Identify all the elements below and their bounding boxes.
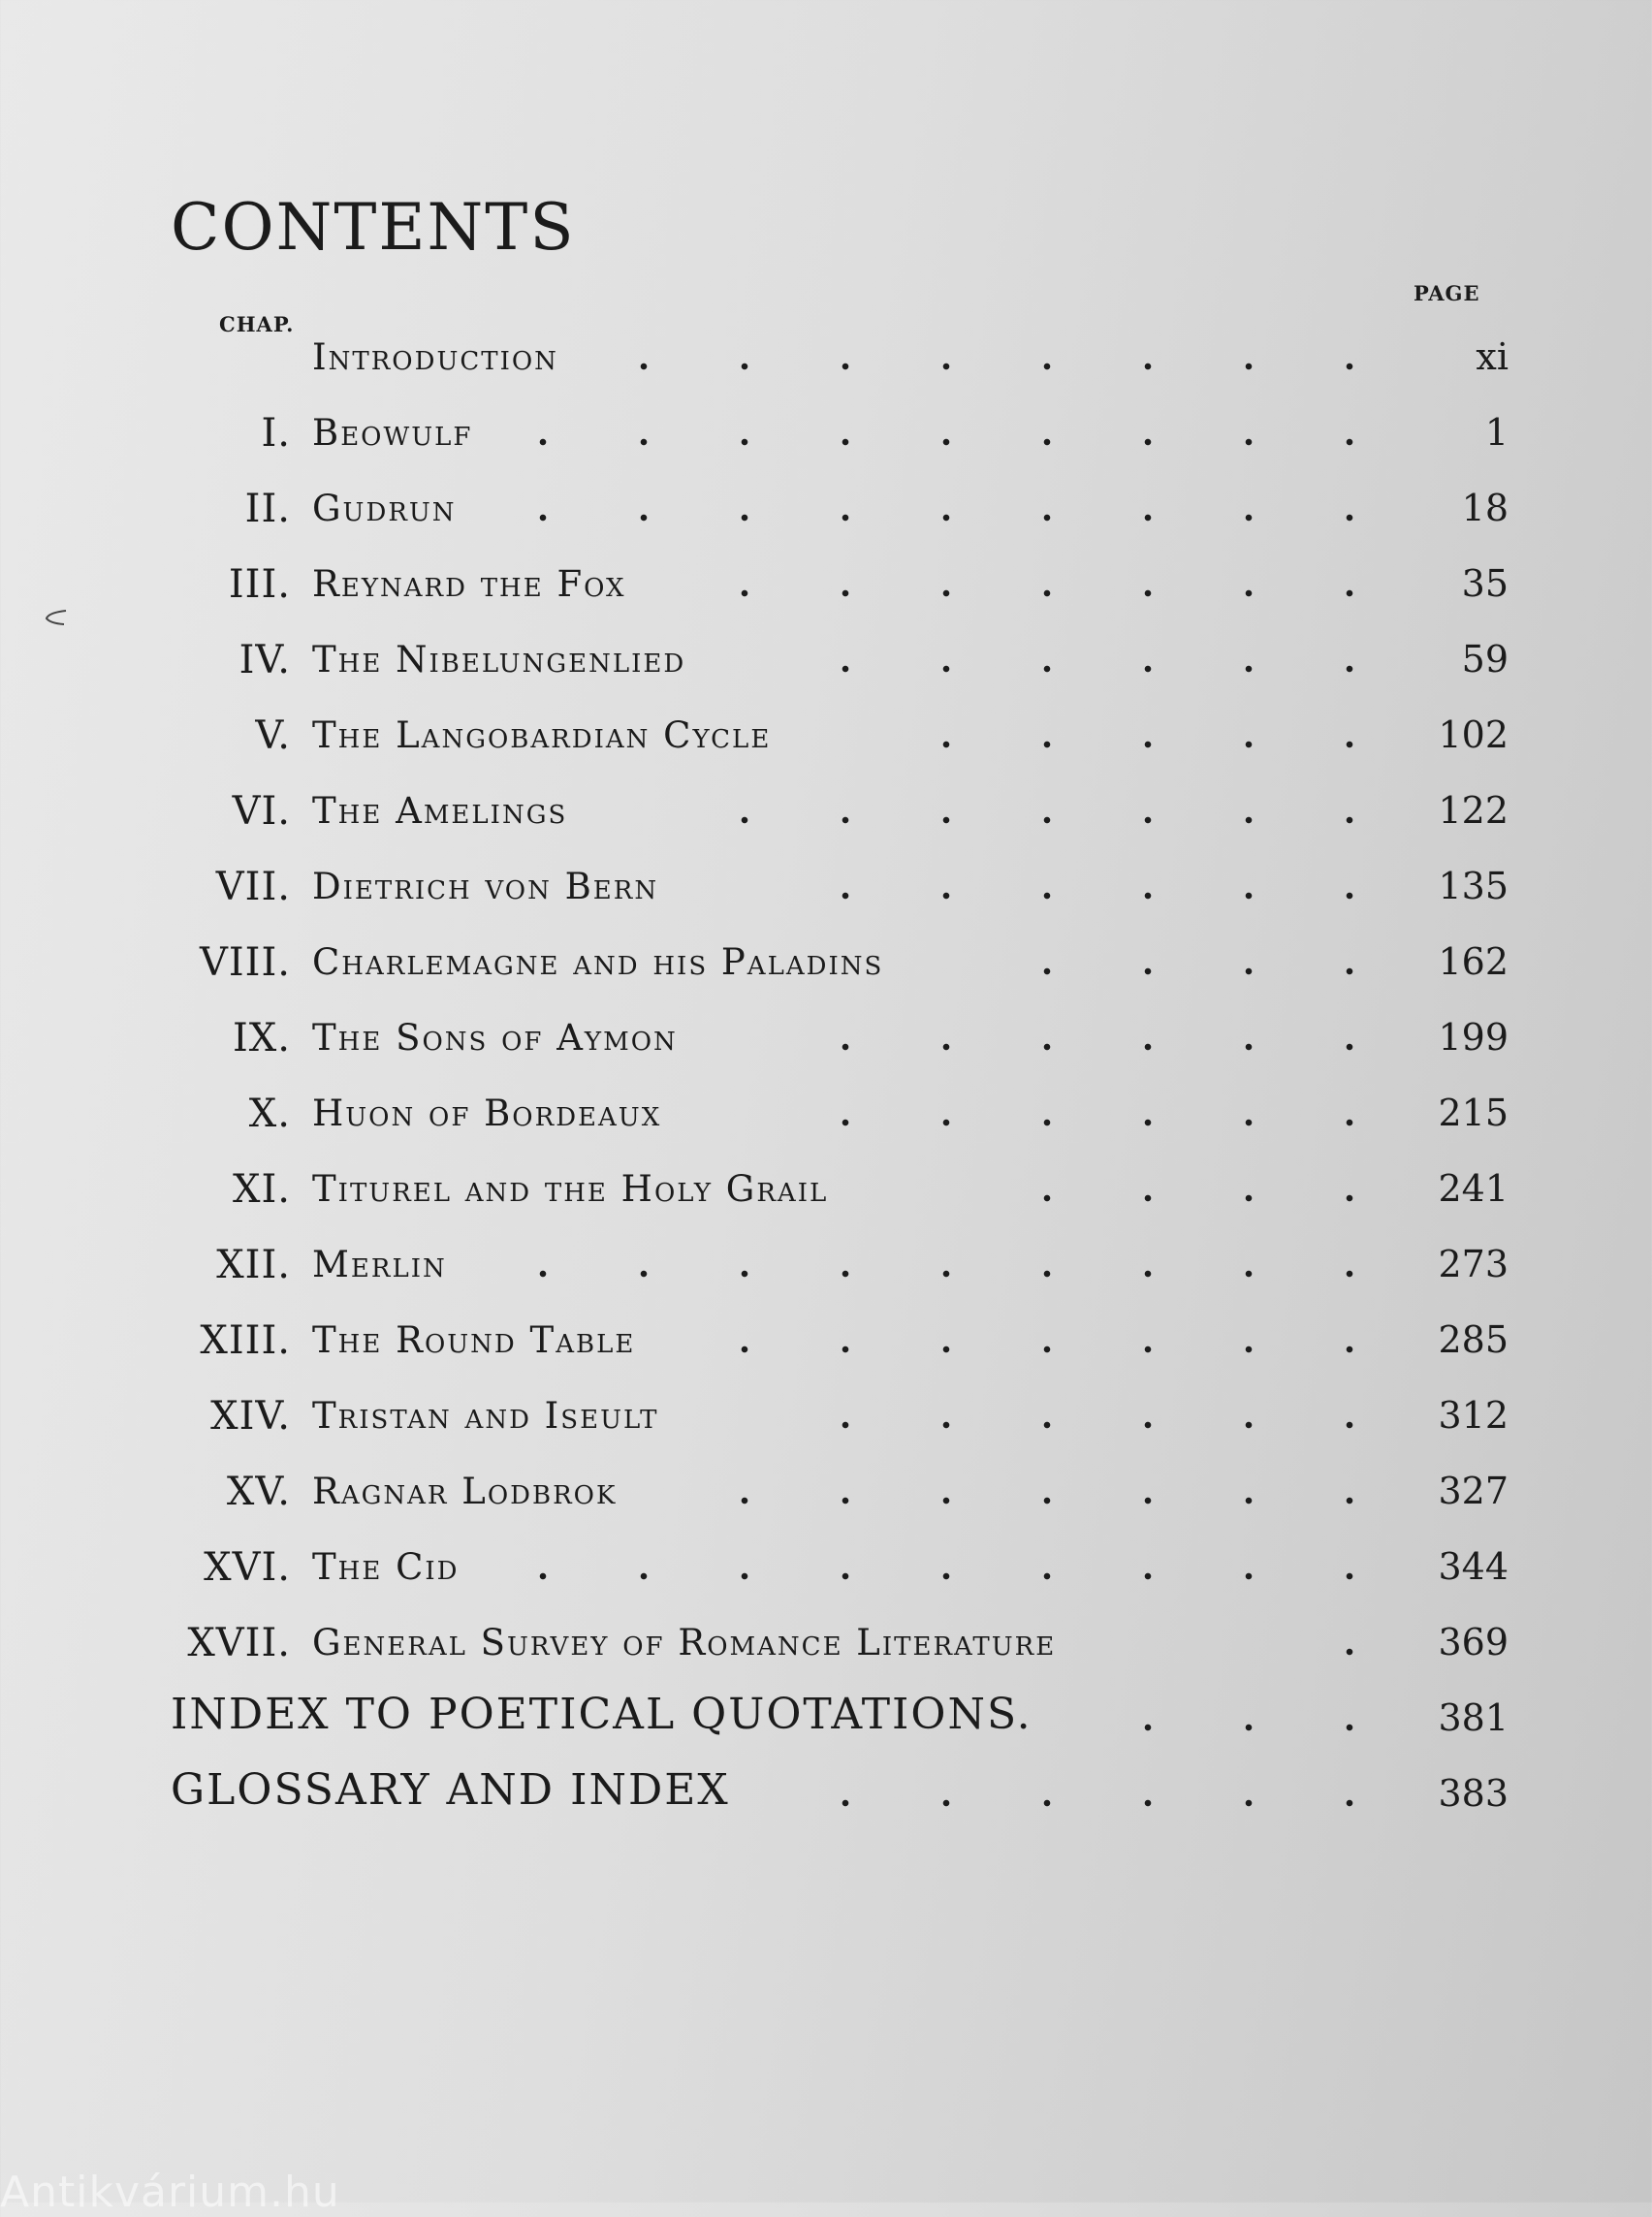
chapter-number: X. xyxy=(248,1092,291,1136)
page-number: 102 xyxy=(1438,713,1509,756)
toc-entry[interactable] xyxy=(0,1460,1652,1518)
toc-entry[interactable] xyxy=(0,401,1652,459)
dot-leaders xyxy=(516,1567,1400,1586)
watermark: Antikvárium.hu xyxy=(0,2168,340,2217)
toc-entry[interactable] xyxy=(0,1536,1652,1594)
dot-leaders xyxy=(904,735,1400,754)
back-matter-title: INDEX TO POETICAL QUOTATIONS. xyxy=(171,1690,1032,1739)
chapter-title: Gudrun xyxy=(312,488,457,529)
page-number: 35 xyxy=(1461,562,1509,605)
toc-entry[interactable] xyxy=(0,628,1652,686)
toc-entry[interactable] xyxy=(0,1082,1652,1140)
chapter-title: Tristan and Iseult xyxy=(312,1395,659,1437)
page-number: 122 xyxy=(1438,789,1509,832)
dot-leaders xyxy=(797,659,1400,679)
toc-entry[interactable] xyxy=(0,326,1652,384)
toc-entry[interactable] xyxy=(0,1157,1652,1216)
chapter-number: III. xyxy=(228,562,291,607)
dot-leaders xyxy=(622,357,1400,376)
chapter-title: Huon of Bordeaux xyxy=(312,1093,662,1134)
dot-leaders xyxy=(797,886,1400,905)
margin-mark-icon xyxy=(43,609,68,626)
chapter-title: Charlemagne and his Paladins xyxy=(312,941,884,983)
dot-leaders xyxy=(496,1264,1400,1283)
chapter-title: Merlin xyxy=(312,1244,447,1285)
page-number: 215 xyxy=(1438,1092,1509,1134)
chapter-title: The Cid xyxy=(312,1546,460,1588)
chapter-number: XII. xyxy=(216,1243,291,1287)
dot-leaders xyxy=(758,1113,1400,1132)
dot-leaders xyxy=(681,810,1400,830)
dot-leaders xyxy=(1001,1188,1400,1208)
toc-entry[interactable] xyxy=(0,779,1652,838)
chapter-title: The Nibelungenlied xyxy=(312,639,686,681)
chapter-number: XVII. xyxy=(187,1621,291,1665)
chapter-number: XI. xyxy=(233,1167,291,1212)
page-number: 162 xyxy=(1438,940,1509,983)
toc-entry[interactable] xyxy=(0,1309,1652,1367)
chapter-number: XV. xyxy=(226,1470,291,1514)
chapter-title: The Amelings xyxy=(312,790,568,832)
dot-leaders xyxy=(1272,1642,1400,1662)
page-number: 241 xyxy=(1438,1167,1509,1210)
chapter-title: The Sons of Aymon xyxy=(312,1017,678,1059)
dot-leaders xyxy=(739,584,1400,603)
chapter-column-label: CHAP. xyxy=(219,312,295,336)
page-number: 381 xyxy=(1438,1696,1509,1739)
chapter-number: II. xyxy=(244,487,291,531)
dot-leaders xyxy=(700,1491,1400,1510)
dot-leaders xyxy=(1092,1718,1400,1737)
chapter-number: I. xyxy=(261,411,291,456)
toc-entry[interactable] xyxy=(0,1384,1652,1442)
page-number: 273 xyxy=(1438,1243,1509,1285)
toc-back-matter-entry[interactable] xyxy=(0,1687,1652,1745)
page-number: 344 xyxy=(1438,1545,1509,1588)
toc-entry[interactable] xyxy=(0,704,1652,762)
toc-entry[interactable] xyxy=(0,855,1652,913)
back-matter-title: GLOSSARY AND INDEX xyxy=(171,1765,730,1815)
toc-entry[interactable] xyxy=(0,553,1652,611)
chapter-title: Dietrich von Bern xyxy=(312,866,659,907)
page-number: 327 xyxy=(1438,1470,1509,1512)
toc-back-matter-entry[interactable] xyxy=(0,1762,1652,1821)
chapter-title: Titurel and the Holy Grail xyxy=(312,1168,829,1210)
toc-entry[interactable] xyxy=(0,931,1652,989)
page-number: 383 xyxy=(1438,1772,1509,1815)
chapter-title: Reynard the Fox xyxy=(312,563,626,605)
dot-leaders xyxy=(778,1415,1400,1435)
toc-entry[interactable] xyxy=(0,477,1652,535)
page-number: xi xyxy=(1476,335,1509,378)
dot-leaders xyxy=(1039,962,1400,981)
chapter-title: Introduction xyxy=(312,336,558,378)
chapter-title: General Survey of Romance Literature xyxy=(312,1622,1057,1663)
page-number: 199 xyxy=(1438,1016,1509,1059)
chapter-number: XVI. xyxy=(204,1545,291,1590)
toc-entry[interactable] xyxy=(0,1006,1652,1064)
dot-leaders xyxy=(778,1037,1400,1057)
page-number: 312 xyxy=(1438,1394,1509,1437)
page-number: 18 xyxy=(1461,487,1509,529)
page-title: CONTENTS xyxy=(171,190,576,265)
page-number: 285 xyxy=(1438,1318,1509,1361)
chapter-title: The Round Table xyxy=(312,1319,636,1361)
chapter-number: IV. xyxy=(238,638,291,682)
chapter-number: XIV. xyxy=(210,1394,291,1439)
dot-leaders xyxy=(506,508,1400,527)
chapter-number: V. xyxy=(255,713,291,758)
page-number: 1 xyxy=(1484,411,1509,454)
chapter-number: XIII. xyxy=(200,1318,291,1363)
toc-entry[interactable] xyxy=(0,1611,1652,1669)
chapter-title: Ragnar Lodbrok xyxy=(312,1471,618,1512)
chapter-number: IX. xyxy=(233,1016,291,1061)
page-number: 59 xyxy=(1461,638,1509,681)
chapter-number: VII. xyxy=(215,865,291,909)
toc-entry[interactable] xyxy=(0,1233,1652,1291)
dot-leaders xyxy=(739,1340,1400,1359)
chapter-number: VI. xyxy=(232,789,291,834)
page-column-label: PAGE xyxy=(1414,281,1480,305)
page-number: 369 xyxy=(1438,1621,1509,1663)
chapter-number: VIII. xyxy=(199,940,291,985)
dot-leaders xyxy=(781,1793,1400,1813)
page-number: 135 xyxy=(1438,865,1509,907)
chapter-title: Beowulf xyxy=(312,412,473,454)
dot-leaders xyxy=(525,432,1400,452)
chapter-title: The Langobardian Cycle xyxy=(312,714,772,756)
